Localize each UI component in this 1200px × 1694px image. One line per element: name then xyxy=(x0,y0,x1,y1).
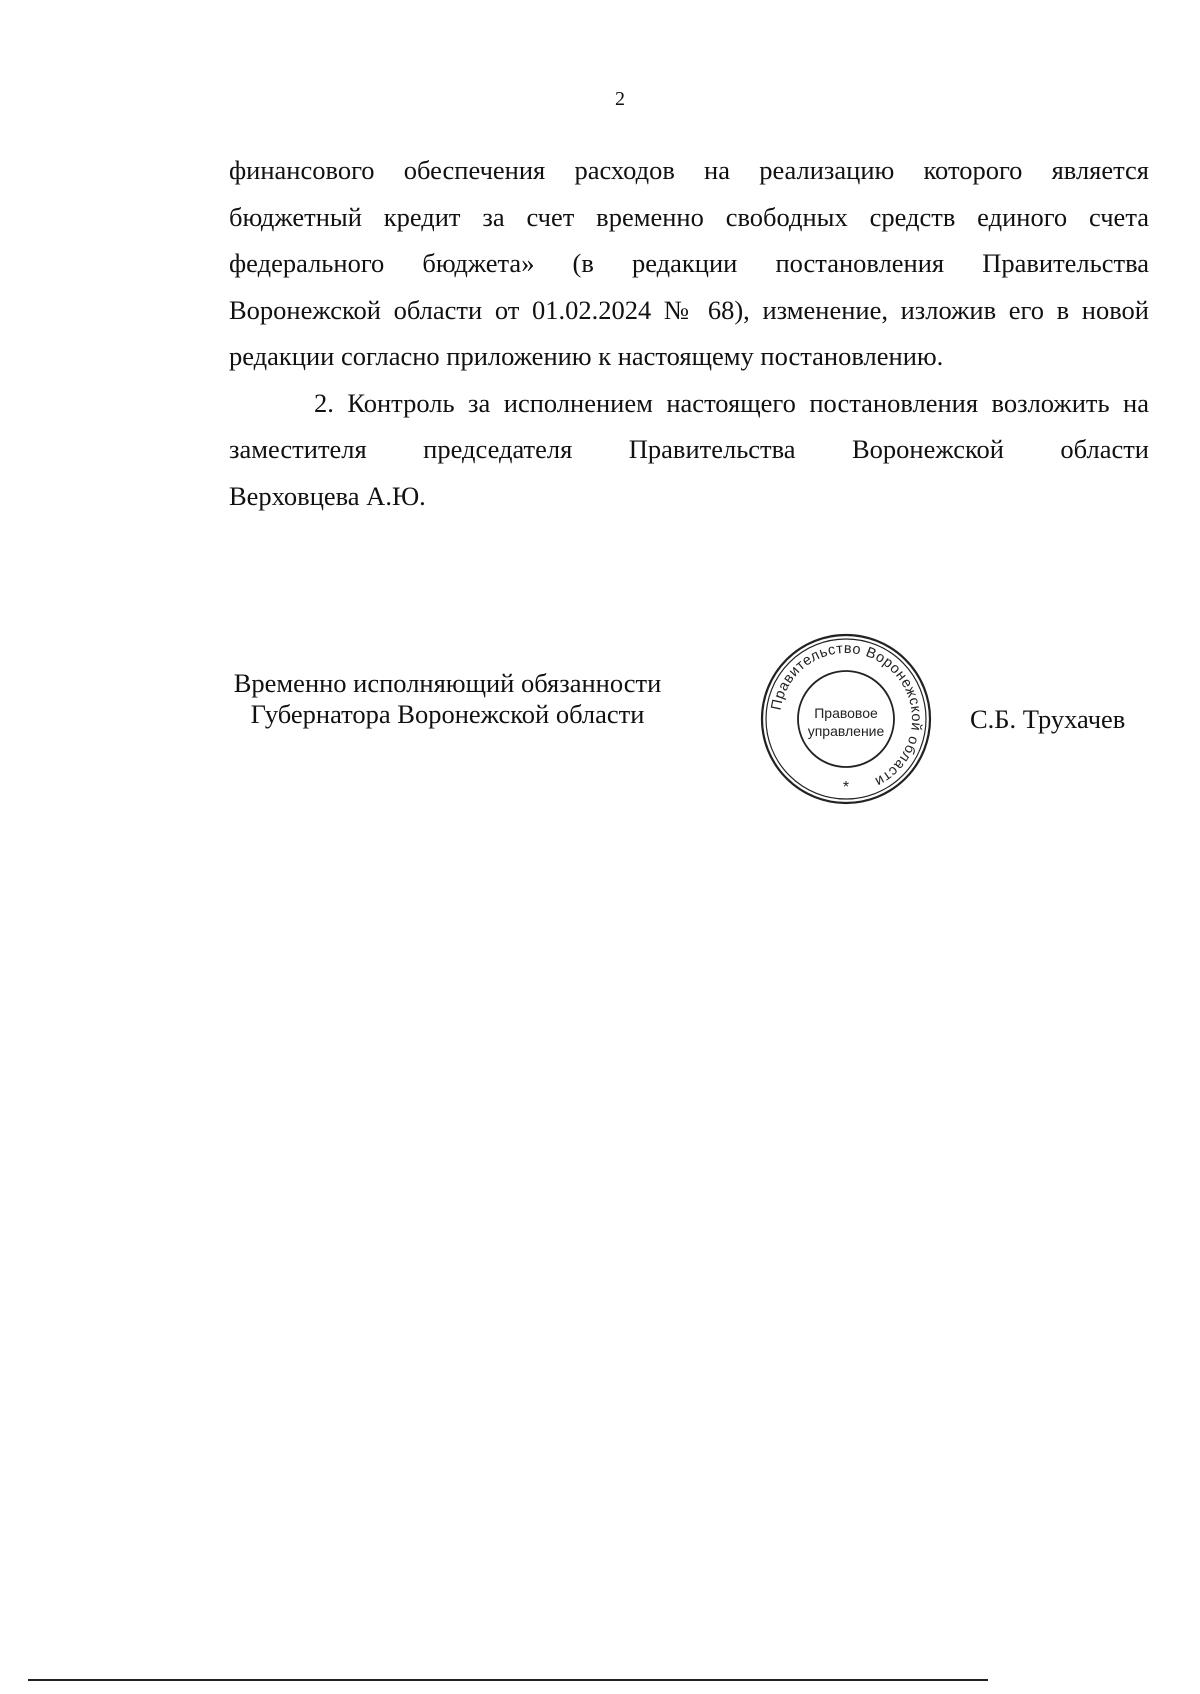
seal-center-line-2: управление xyxy=(807,723,885,739)
seal-outer-text: Правительство Воронежской области xyxy=(768,640,925,790)
signatory-title-line-2: Губернатора Воронежской области xyxy=(250,699,645,729)
signatory-name: С.Б. Трухачев xyxy=(970,704,1126,734)
footer-rule xyxy=(28,1679,988,1681)
paragraph-1-line-3: федерального бюджета» (в редакции постановления Правительства xyxy=(229,248,1149,278)
document-body xyxy=(229,147,1149,519)
paragraph-2-line-2: заместителя председателя Правительства Воронежской области xyxy=(229,434,1149,464)
seal-center-line-1: Правовое xyxy=(814,705,878,721)
paragraph-2-line-1: 2. Контроль за исполнением настоящего постановления возложить на xyxy=(314,387,1149,418)
paragraph-1-line-1: финансового обеспечения расходов на реализацию которого является xyxy=(229,155,1149,185)
paragraph-1-line-4: Воронежской области от 01.02.2024 № 68), изменение, изложив его в новой xyxy=(229,294,1149,325)
paragraph-1-line-5: редакции согласно приложению к настоящему постановлению. xyxy=(229,341,944,371)
paragraph-1-line-2: бюджетный кредит за счет временно свободных средств единого счета xyxy=(229,201,1149,232)
signatory-title-line-1: Временно исполняющий обязанности xyxy=(233,668,662,698)
official-seal-stamp xyxy=(759,632,933,806)
page-number: 2 xyxy=(615,88,625,110)
signatory-title xyxy=(215,668,680,730)
paragraph-2-line-3: Верховцева А.Ю. xyxy=(229,480,426,511)
seal-star: * xyxy=(842,779,850,796)
